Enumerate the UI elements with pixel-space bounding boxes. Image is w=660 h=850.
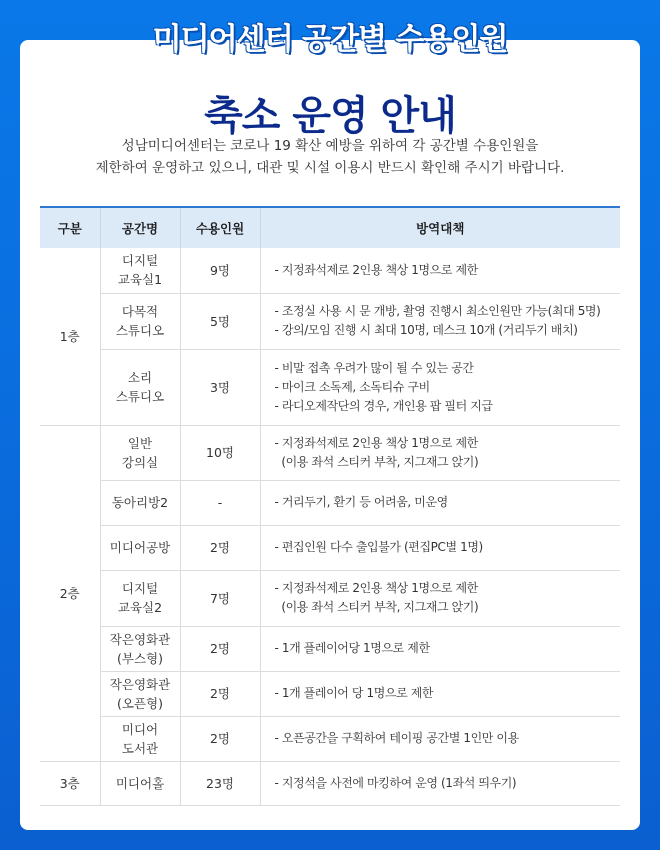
intro-line-2: 제한하여 운영하고 있으니, 대관 및 시설 이용시 반드시 확인해 주시기 바랍니다. (95, 160, 565, 176)
measure-line: - 지정좌석제로 2인용 책상 1명으로 제한 (274, 581, 478, 595)
room-name-line: 작은영화관 (109, 631, 171, 647)
measure-line: - 지정좌석제로 2인용 책상 1명으로 제한 (274, 435, 478, 450)
room-cell (100, 671, 180, 716)
capacity-cell: 7명 (180, 570, 260, 626)
room-cell (100, 761, 180, 805)
measure-line: - 조정실 사용 시 문 개방, 촬영 진행시 최소인원만 가능(최대 5명) (274, 304, 601, 318)
capacity-cell: - (180, 480, 260, 525)
header-capacity: 수용인원 (180, 207, 260, 248)
table-header-row (40, 207, 620, 248)
room-name-line: 디지털 (121, 581, 159, 596)
header-room: 공간명 (100, 207, 180, 248)
room-name-line: (부스형) (117, 650, 163, 666)
room-name-line: 작은영화관 (109, 676, 171, 692)
table-row (40, 293, 620, 349)
room-cell (100, 248, 180, 293)
capacity-cell: 2명 (180, 626, 260, 671)
measure-line: - 지정석을 사전에 마킹하여 운영 (1좌석 띄우기) (274, 775, 517, 790)
measure-line: - 거리두기, 환기 등 어려움, 미운영 (274, 495, 448, 509)
table-row (40, 671, 620, 716)
room-cell (100, 293, 180, 349)
room-name-line: 일반 (127, 435, 153, 451)
table-row (40, 349, 620, 425)
table-row (40, 626, 620, 671)
floor-cell: 2층 (40, 425, 100, 761)
room-name-line: 도서관 (121, 740, 159, 756)
measure-line: - 편집인원 다수 출입불가 (편집PC별 1명) (274, 540, 483, 554)
table-row (40, 761, 620, 805)
measures-cell (260, 480, 620, 525)
room-name-line: 스튜디오 (115, 389, 165, 404)
measures-cell (260, 716, 620, 761)
table-row (40, 525, 620, 570)
room-name-line: 미디어공방 (109, 540, 171, 555)
measure-line: - 오픈공간을 구획하여 테이핑 공간별 1인만 이용 (274, 731, 519, 745)
measure-line: - 라디오제작단의 경우, 개인용 팝 필터 지급 (274, 398, 493, 413)
room-cell (100, 570, 180, 626)
capacity-cell: 5명 (180, 293, 260, 349)
measure-line: - 비말 접촉 우려가 많이 될 수 있는 공간 (274, 360, 474, 375)
page-title: 축소 운영 안내 (204, 93, 456, 139)
room-name-line: 강의실 (121, 454, 159, 470)
capacity-cell: 2명 (180, 716, 260, 761)
measure-line: - 1개 플레이어당 1명으로 제한 (274, 641, 430, 655)
intro-line-1: 성남미디어센터는 코로나 19 확산 예방을 위하여 각 공간별 수용인원을 (121, 138, 539, 154)
capacity-cell: 3명 (180, 349, 260, 425)
table-row (40, 425, 620, 480)
room-cell (100, 349, 180, 425)
table-row (40, 716, 620, 761)
room-cell (100, 525, 180, 570)
room-name-line: 미디어 (121, 721, 159, 737)
table-row (40, 570, 620, 626)
capacity-cell: 9명 (180, 248, 260, 293)
measure-line: - 지정좌석제로 2인용 책상 1명으로 제한 (274, 262, 478, 277)
measures-cell (260, 349, 620, 425)
capacity-cell: 10명 (180, 425, 260, 480)
header-floor: 구분 (40, 207, 100, 248)
intro-text (20, 135, 640, 179)
room-name-line: 동아리방2 (111, 495, 169, 510)
measures-cell (260, 425, 620, 480)
measures-cell (260, 570, 620, 626)
measure-line: - 강의/모임 진행 시 최대 10명, 데스크 10개 (거리두기 배치) (274, 323, 578, 337)
floor-cell: 3층 (40, 761, 100, 805)
measures-cell (260, 671, 620, 716)
room-cell (100, 425, 180, 480)
table-body (40, 248, 620, 805)
room-name-line: 소리 (127, 370, 153, 385)
measure-line: (이용 좌석 스티커 부착, 지그재그 앉기) (274, 454, 479, 469)
room-name-line: (오픈형) (117, 695, 163, 711)
capacity-cell: 23명 (180, 761, 260, 805)
capacity-cell: 2명 (180, 525, 260, 570)
measures-cell (260, 293, 620, 349)
measures-cell (260, 248, 620, 293)
measures-cell (260, 525, 620, 570)
measure-line: - 마이크 소독제, 소독티슈 구비 (274, 379, 430, 394)
measures-cell (260, 626, 620, 671)
table-row (40, 248, 620, 293)
room-name-line: 교육실1 (117, 272, 163, 288)
room-name-line: 미디어홀 (115, 775, 165, 791)
measures-cell (260, 761, 620, 805)
room-cell (100, 626, 180, 671)
room-name-line: 디지털 (121, 253, 159, 269)
banner-heading: 미디어센터 공간별 수용인원 (152, 22, 508, 57)
room-name-line: 스튜디오 (115, 323, 165, 338)
room-cell (100, 716, 180, 761)
floor-cell: 1층 (40, 248, 100, 425)
table-row (40, 480, 620, 525)
room-cell (100, 480, 180, 525)
room-name-line: 다목적 (121, 304, 159, 319)
notice-card (20, 40, 640, 830)
header-measures: 방역대책 (260, 207, 620, 248)
capacity-cell: 2명 (180, 671, 260, 716)
capacity-table (40, 206, 620, 806)
room-name-line: 교육실2 (117, 600, 163, 615)
measure-line: - 1개 플레이어 당 1명으로 제한 (274, 686, 434, 700)
measure-line: (이용 좌석 스티커 부착, 지그재그 앉기) (274, 600, 479, 614)
